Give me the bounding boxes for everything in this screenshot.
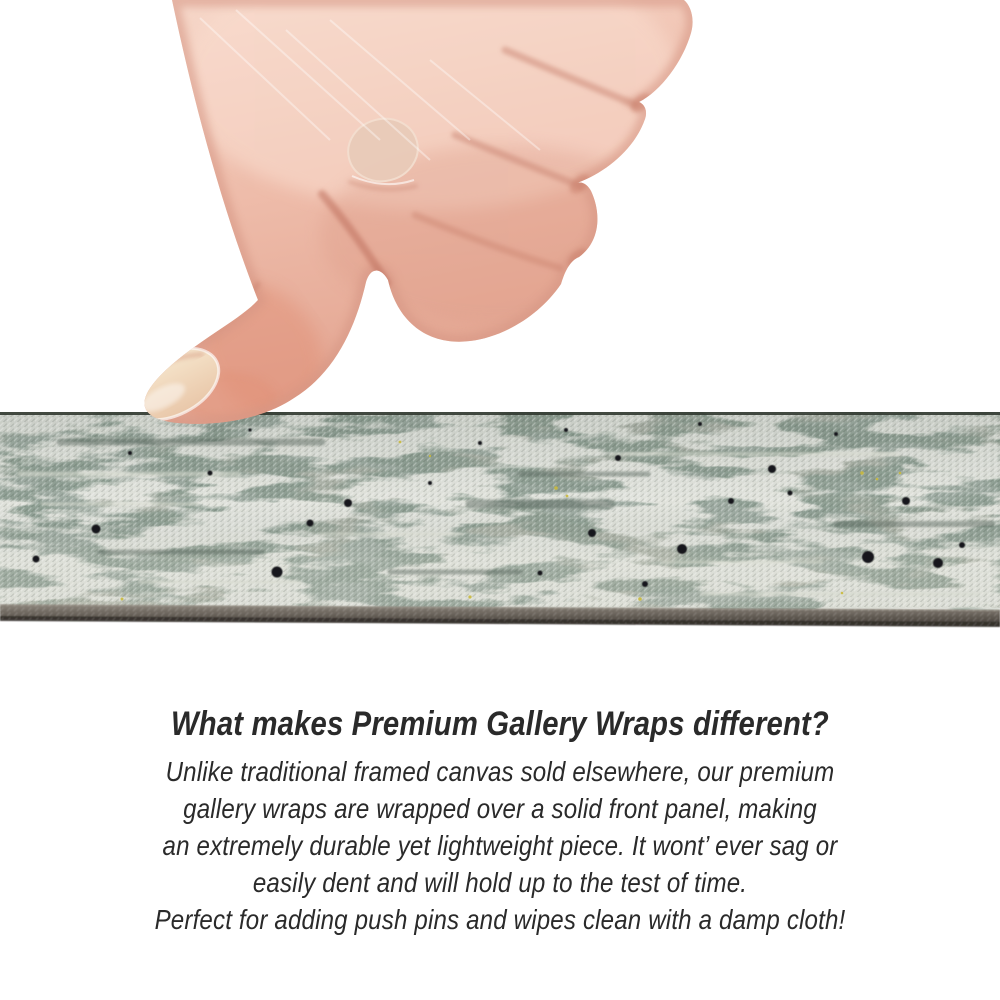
hand-pressing-thumb-image (0, 0, 1000, 430)
copy-line-1: Unlike traditional framed canvas sold elsewhere, our premium (165, 756, 835, 787)
marketing-copy (0, 699, 1000, 938)
hand-photo (0, 0, 1000, 430)
copy-line-5: Perfect for adding push pins and wipes clean with a damp cloth! (154, 904, 846, 935)
copy-heading: What makes Premium Gallery Wraps different? (171, 705, 829, 743)
copy-line-3: an extremely durable yet lightweight piece. It wont’ ever sag or (162, 830, 838, 861)
canvas-edge-photo (0, 412, 1000, 630)
copy-line-2: gallery wraps are wrapped over a solid front panel, making (183, 793, 817, 824)
canvas-texture-image (0, 412, 1000, 630)
copy-line-4: easily dent and will hold up to the test of time. (252, 867, 748, 898)
